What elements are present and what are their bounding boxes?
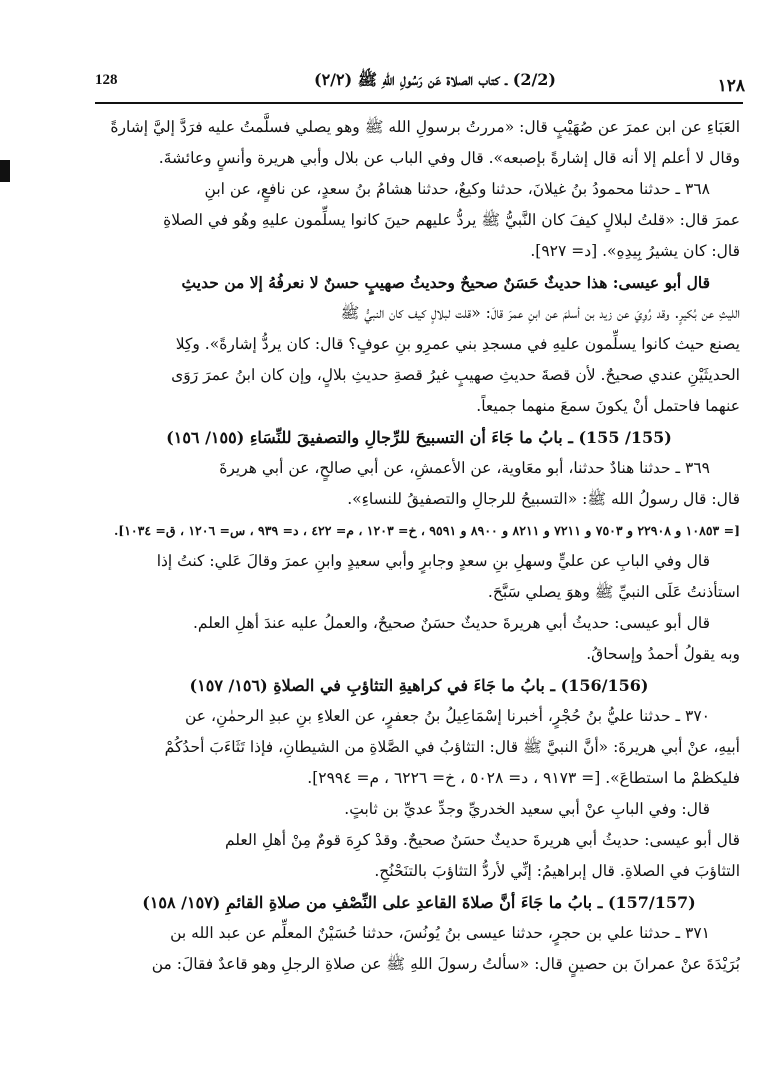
thumb-index-mark — [0, 160, 10, 182]
abu-isa-comment: قال أبو عيسى: حديثُ أبي هريرةَ حديثٌ حسَنٌ صحيحٌ، والعملُ عليه عندَ أهلِ العلم. — [192, 614, 710, 632]
hadith-370-start: ٣٧٠ ـ حدثنا عليُّ بنُ حُجْرٍ، أخبرنا إسْمَاعِيلُ بنُ جعفرٍ، عن العلاءِ بنِ عبدِ الرحمٰنِ، عن — [184, 707, 710, 725]
reference-line: [= ١٠٨٥٣ و ٢٢٩٠٨ و ٧٥٠٣ و ٧٢١١ و ٨٢١١ و ٨٩٠٠ و ٩٥٩١ ، خ= ١٢٠٣ ، م= ٤٢٢ ، د= ٩٣٩ ، س= ١٢٠٦ ، ق= ١٠٣٤]. — [113, 523, 740, 538]
page-number-latin: 128 — [95, 72, 118, 88]
chapter-heading-157: (157/157) ـ بابُ ما جَاءَ أنَّ صلاةَ القاعدِ على النِّصْفِ من صلاةِ القائمِ (١٥٧/ ١٥٨) — [142, 893, 696, 912]
text-line: قال وفي البابِ عن عليٍّ وسهلِ بنِ سعدٍ وجابرٍ وأبي سعيدٍ وابنِ عمرَ وقالَ عَلي: كنتُ إذا — [156, 552, 710, 570]
text-line: بُرَيْدَةَ عنْ عمرانَ بن حصينٍ قال: «سألتُ رسولَ اللهِ ﷺ عن صلاةِ الرجلِ وهو قاعدٌ فقالَ: من — [151, 955, 740, 973]
hadith-371-start: ٣٧١ ـ حدثنا علي بن حجرٍ، حدثنا عيسى بنُ يُونُسَ، حدثنا حُسَيْنٌ المعلِّم عن عبد الله بن — [170, 924, 710, 942]
page-number-arabic: ١٢٨ — [717, 76, 745, 96]
hadith-369-start: ٣٦٩ ـ حدثنا هنادٌ حدثنا، أبو معَاوية، عن الأعمشِ، عن أبي صالحٍ، عن أبي هريرةَ — [219, 459, 710, 477]
text-line: أبيهِ، عنْ أبي هريرةَ: «أنَّ النبيَّ ﷺ قال: التثاؤبُ في الصَّلاةِ من الشيطانِ، فإذا تَثَاءَبَ أحدُكُمْ — [164, 738, 740, 756]
text-line: عمرَ قال: «قلتُ لبلالٍ كيفَ كان النَّبيُّ ﷺ يردُّ عليهم حينَ كانوا يسلِّمون عليهِ وهُو في الصلاةِ — [163, 211, 740, 229]
chapter-heading-156: (156/156) ـ بابُ ما جَاءَ في كراهيةِ التثاؤبِ في الصلاةِ (١٥٦/ ١٥٧) — [189, 676, 649, 695]
abu-isa-comment: قال أبو عيسى: حديثُ أبي هريرةَ حديثٌ حسَنٌ صحيحٌ. وقدْ كرِهَ قومٌ مِنْ أهلِ العلم — [224, 831, 740, 849]
text-line: استأذنتُ عَلَى النبيِّ ﷺ وهوَ يصلي سَبَّحَ. — [487, 583, 740, 601]
abu-isa-comment: قال أبو عيسى: هذا حديثٌ حَسَنٌ صحيحٌ وحديثُ صهيبٍ حسنٌ لا نعرفُهُ إلا من حديثِ — [181, 273, 710, 292]
text-line: عنهما فاحتمل أنْ يكونَ سمعَ منهما جميعاً. — [476, 397, 740, 415]
text-line: التثاؤبَ في الصلاةِ. قال إبراهيمُ: إنِّي لأردُّ التثاؤبَ بالتنَحْنُحِ. — [374, 862, 740, 880]
text-line: قال: قال رسولُ الله ﷺ: «التسبيحُ للرجالِ والتصفيقُ للنساءِ». — [347, 490, 740, 508]
header-rule — [95, 102, 743, 104]
page-header — [95, 68, 745, 98]
text-line: العَبَاءِ عن ابن عمرَ عن صُهَيْبٍ قال: «مررتُ برسولِ الله ﷺ وهو يصلي فسلَّمتُ عليه فرَدَّ إليَّ إشارةً — [110, 118, 740, 136]
page-body — [98, 112, 740, 980]
text-line: قال: كان يشيرُ بِيدِهِ». [د= ٩٢٧]. — [530, 242, 740, 260]
text-line: وبه يقولُ أحمدُ وإسحاقُ. — [586, 645, 740, 663]
text-line: الحديثَيْنِ عندي صحيحٌ. لأن قصةَ حديثِ صهيبٍ غيرُ قصةِ حديثِ بلالٍ، وإن كان ابنُ عمرَ رَوَى — [171, 366, 740, 384]
text-line: يصنع حيث كانوا يسلِّمون عليهِ في مسجدِ بني عمرِو بنِ عوفٍ؟ قال: كان يردُّ إشارةً». وكِلا — [175, 335, 740, 353]
text-line: فليكظمْ ما استطاعَ». [= ٩١٧٣ ، د= ٥٠٢٨ ، خ= ٦٢٢٦ ، م= ٢٩٩٤]. — [307, 769, 740, 787]
text-line: وقال لا أعلم إلا أنه قال إشارةً بإصبعه». قال وفي الباب عن بلال وأبي هريرة وأنسٍ وعائشةَ. — [158, 149, 740, 167]
chapter-heading-155: (155/ 155) ـ بابُ ما جَاءَ أن التسبيحَ للرِّجالِ والتصفيقَ للنِّسَاءِ (١٥٥/ ١٥٦) — [166, 428, 672, 447]
text-line: قال: وفي البابِ عنْ أبي سعيد الخدريِّ وجدِّ عديِّ بن ثابتٍ. — [344, 800, 710, 818]
text-line: الليثِ عن بُكيرٍ. وقد رُوِيَ عن زيد بن أسلمَ عن ابنِ عمرَ قالَ: «قلت لبلالٍ كيف كان النبيُّ ﷺ — [340, 304, 740, 322]
hadith-368-start: ٣٦٨ ـ حدثنا محمودُ بنُ غيلانَ، حدثنا وكيعٌ، حدثنا هشامُ بنُ سعدٍ، عن نافعٍ، عن ابنِ — [204, 180, 710, 198]
running-title: (2/2) ـ كتاب الصلاة عَن رَسُولِ اللهِ ﷺ (٢/٢) — [313, 70, 556, 89]
